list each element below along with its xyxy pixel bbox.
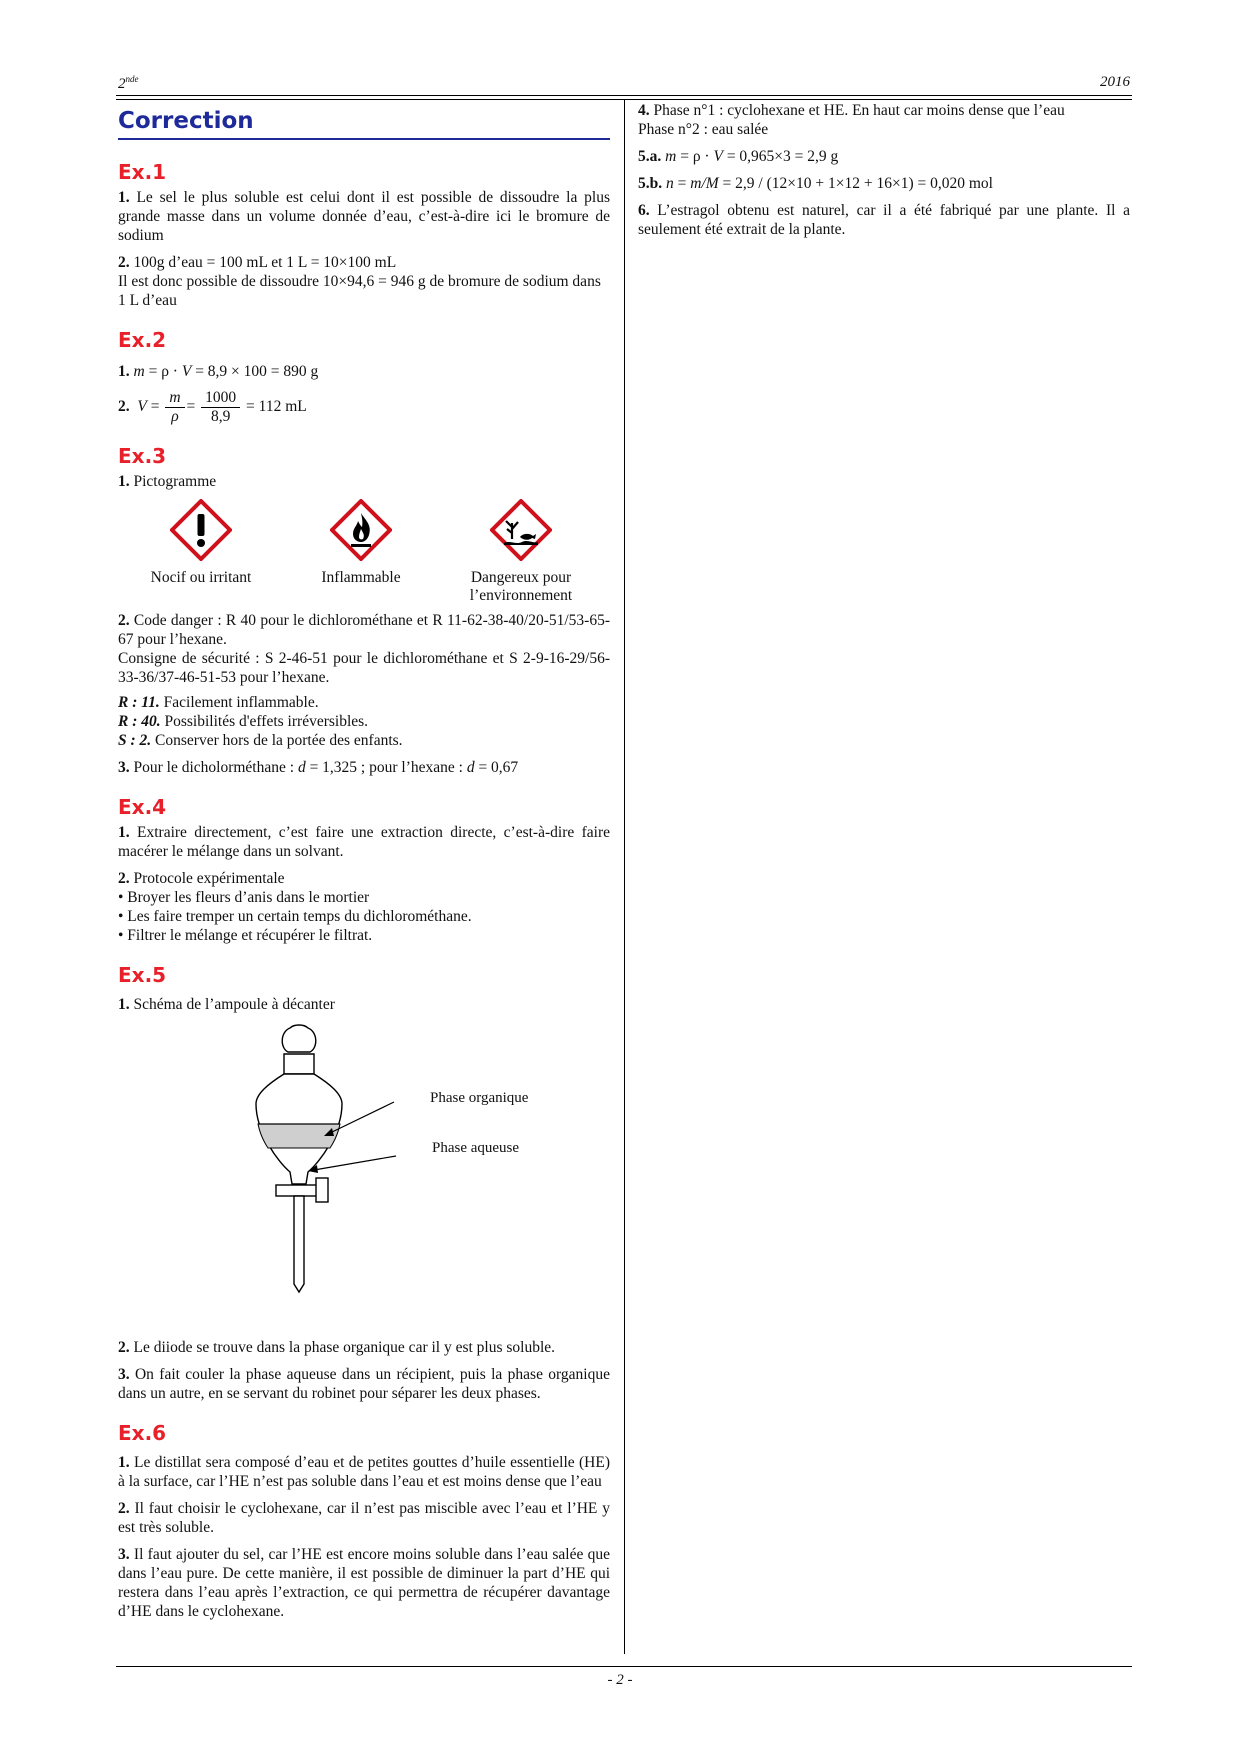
exercise-2-heading: Ex.2 [118, 328, 167, 352]
flame-icon [330, 499, 392, 561]
fraction-values: $\frac{1000}{8,9}$ [201, 389, 240, 426]
exercise-2 [118, 328, 610, 426]
pictogram-harmful: Nocif ou irritant [126, 499, 276, 605]
ex1-answer-1: 1. Le sel le plus soluble est celui dont il est possible de dissoudre la plus grande masse dans un volume donnée d’eau, c’est-à-dire ici le bromure de sodium [118, 189, 610, 244]
exercise-5 [118, 963, 610, 1403]
header-rule [116, 95, 1132, 96]
exercise-1 [118, 160, 610, 310]
page-number: - 2 - [607, 1672, 633, 1688]
separatory-funnel-drawing [118, 1022, 610, 1332]
ex6-answer-6: 6. L’estragol obtenu est naturel, car il a été fabriqué par une plante. Il a seulement été extrait de la plante. [638, 202, 1130, 238]
ex2-answer-1: 1. m = ρ · V = 8,9 × 100 = 890 g [118, 363, 319, 380]
label-aqueous-phase: Phase aqueuse [432, 1140, 520, 1156]
exercise-6-heading: Ex.6 [118, 1421, 167, 1445]
exercise-3 [118, 444, 610, 777]
ex6-answer-5a: 5.a. m = ρ · V = 0,965×3 = 2,9 g [638, 148, 839, 165]
page-title: Correction [118, 108, 610, 140]
exercise-6 [118, 1421, 610, 1621]
pictogram-flammable: Inflammable [286, 499, 436, 605]
fraction-m-rho: $\frac{m}{\rho}$ [165, 389, 184, 426]
ex6-answer-3: 3. Il faut ajouter du sel, car l’HE est encore moins soluble dans l’eau salée que dans l’eau pure. De cette manière, il est possible de diminuer la part d’HE qui restera dans l’eau après l’extraction, ce qui permettra de récupérer davantage d’HE dans le cyclohexane. [118, 1546, 610, 1620]
list-item: • Filtrer le mélange et récupérer le filtrat. [118, 927, 373, 944]
exercise-3-heading: Ex.3 [118, 444, 167, 468]
ex2-answer-2: 2. V = $\frac{m}{\rho}$ = $\frac{1000}{8,9}$ = 112 mL [118, 389, 307, 425]
ex1-answer-2: 2. 100g d’eau = 100 mL et 1 L = 10×100 mL Il est donc possible de dissoudre 10×94,6 = 946 g de bromure de sodium dans 1 L d’eau [118, 254, 601, 309]
right-column [638, 101, 1130, 247]
label-organic-phase: Phase organique [430, 1090, 529, 1106]
ex4-answer-2: 2. Protocole expérimentale • Broyer les fleurs d’anis dans le mortier • Les faire tremper un certain temps du dichlorométhane. • Filtrer le mélange et récupérer le filtrat. [118, 870, 472, 944]
ex3-answer-1: 1. Pictogramme [118, 473, 217, 490]
exercise-4-heading: Ex.4 [118, 795, 167, 819]
ex6-answer-4: 4. Phase n°1 : cyclohexane et HE. En haut car moins dense que l’eau Phase n°2 : eau salée [638, 102, 1065, 138]
exercise-5-heading: Ex.5 [118, 963, 167, 987]
ex6-answer-1: 1. Le distillat sera composé d’eau et de petites gouttes d’huile essentielle (HE) à la surface, car l’HE n’est pas soluble dans l’eau et est moins dense que l’eau [118, 1454, 611, 1490]
footer-rule [116, 1666, 1132, 1667]
header-year: 2016 [1100, 74, 1130, 90]
separatory-funnel-diagram [118, 1022, 610, 1332]
exclamation-icon [170, 499, 232, 561]
ex5-answer-1: 1. Schéma de l’ampoule à décanter [118, 996, 335, 1013]
column-separator [624, 99, 625, 1654]
ex6-answer-2: 2. Il faut choisir le cyclohexane, car il n’est pas miscible avec l’eau et l’HE y est très soluble. [118, 1500, 610, 1536]
exercise-1-heading: Ex.1 [118, 160, 167, 184]
pictogram-row [126, 499, 596, 605]
pictogram-environment: Dangereux pour l’environnement [446, 499, 596, 605]
exercise-4 [118, 795, 610, 945]
ex5-answer-2: 2. Le diiode se trouve dans la phase organique car il y est plus soluble. [118, 1339, 556, 1356]
header-level: 2nde [118, 74, 139, 92]
list-item: • Les faire tremper un certain temps du dichlorométhane. [118, 908, 472, 925]
list-item: • Broyer les fleurs d’anis dans le mortier [118, 889, 370, 906]
environment-icon [490, 499, 552, 561]
ex4-answer-1: 1. Extraire directement, c’est faire une extraction directe, c’est-à-dire faire macérer le mélange dans un solvant. [118, 824, 610, 860]
ex6-answer-5b: 5.b. n = m/M = 2,9 / (12×10 + 1×12 + 16×1) = 0,020 mol [638, 175, 993, 192]
ex3-answer-3: 3. Pour le dicholorméthane : d = 1,325 ; pour l’hexane : d = 0,67 [118, 759, 519, 776]
ex3-answer-2: 2. Code danger : R 40 pour le dichlorométhane et R 11-62-38-40/20-51/53-65-67 pour l’hexane. Consigne de sécurité : S 2-46-51 pour le dichlorométhane et S 2-9-16-29/56-33-36/37-46-51-53 pour l’hexane. [118, 612, 610, 686]
ex5-answer-3: 3. On fait couler la phase aqueuse dans un récipient, puis la phase organique dans un autre, en se servant du robinet pour séparer les deux phases. [118, 1366, 610, 1402]
ex3-phrases: R : 11. Facilement inflammable. R : 40. Possibilités d'effets irréversibles. S : 2. Conserver hors de la portée des enfants. [118, 694, 403, 749]
left-column [118, 108, 610, 1639]
